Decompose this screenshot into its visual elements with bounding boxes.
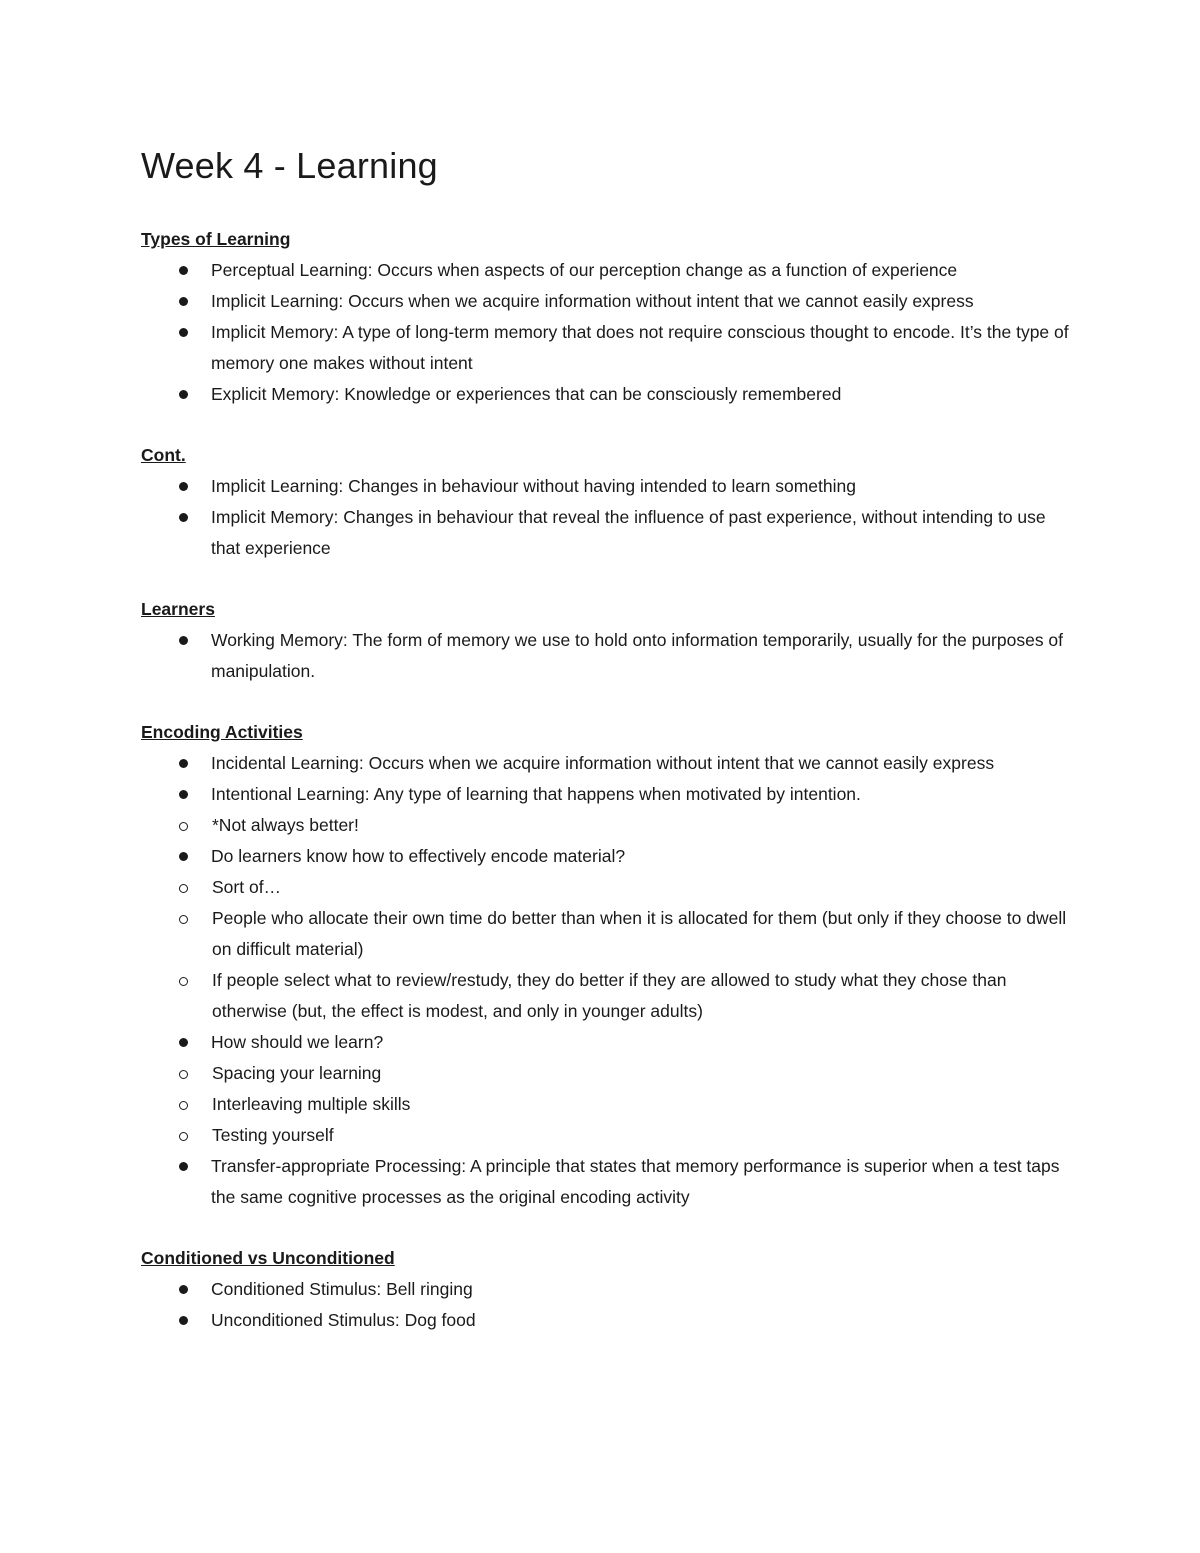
sub-list-item-text: Sort of… <box>212 877 282 897</box>
hollow-bullet-icon <box>179 822 188 831</box>
filled-bullet-icon <box>179 1162 188 1171</box>
list-item-text: Unconditioned Stimulus: Dog food <box>211 1310 476 1330</box>
bullet-list <box>141 748 1071 1213</box>
bullet-list <box>141 625 1071 687</box>
list-item <box>141 317 1071 379</box>
filled-bullet-icon <box>179 1285 188 1294</box>
list-item-text: How should we learn? <box>211 1032 384 1052</box>
section-heading: Encoding Activities <box>141 722 303 742</box>
list-item <box>141 1027 1071 1058</box>
filled-bullet-icon <box>179 1038 188 1047</box>
section-heading: Conditioned vs Unconditioned <box>141 1248 395 1268</box>
list-item-text: Implicit Memory: A type of long-term memory that does not require conscious thought to encode. It’s the type of memory one makes without intent <box>211 322 1069 373</box>
list-item <box>141 779 1071 810</box>
filled-bullet-icon <box>179 790 188 799</box>
section <box>141 717 1071 1213</box>
sub-list-item <box>141 810 1071 841</box>
list-item <box>141 1274 1071 1305</box>
sub-list-item <box>141 872 1071 903</box>
list-item-text: Transfer-appropriate Processing: A principle that states that memory performance is superior when a test taps the same cognitive processes as the original encoding activity <box>211 1156 1060 1207</box>
section <box>141 594 1071 687</box>
list-item-text: Working Memory: The form of memory we use to hold onto information temporarily, usually for the purposes of manipulation. <box>211 630 1064 681</box>
sub-bullet-list <box>141 1058 1071 1151</box>
section <box>141 1243 1071 1336</box>
list-item <box>141 1305 1071 1336</box>
list-item <box>141 255 1071 286</box>
list-item <box>141 471 1071 502</box>
hollow-bullet-icon <box>179 977 188 986</box>
hollow-bullet-icon <box>179 1070 188 1079</box>
filled-bullet-icon <box>179 1316 188 1325</box>
section-heading: Cont. <box>141 445 186 465</box>
list-item-text: Explicit Memory: Knowledge or experiences that can be consciously remembered <box>211 384 842 404</box>
bullet-list <box>141 255 1071 410</box>
sub-list-item <box>141 903 1071 965</box>
sub-list-item-text: *Not always better! <box>212 815 359 835</box>
bullet-list <box>141 1274 1071 1336</box>
filled-bullet-icon <box>179 636 188 645</box>
list-item-text: Implicit Learning: Changes in behaviour without having intended to learn something <box>211 476 856 496</box>
filled-bullet-icon <box>179 266 188 275</box>
filled-bullet-icon <box>179 328 188 337</box>
hollow-bullet-icon <box>179 1132 188 1141</box>
section-heading: Learners <box>141 599 215 619</box>
list-item-text: Perceptual Learning: Occurs when aspects of our perception change as a function of experience <box>211 260 958 280</box>
list-item-text: Implicit Memory: Changes in behaviour that reveal the influence of past experience, without intending to use that experience <box>211 507 1046 558</box>
list-item <box>141 625 1071 687</box>
filled-bullet-icon <box>179 297 188 306</box>
sub-bullet-list <box>141 872 1071 1027</box>
sub-list-item <box>141 1120 1071 1151</box>
list-item-text: Do learners know how to effectively encode material? <box>211 846 626 866</box>
sub-list-item-text: People who allocate their own time do better than when it is allocated for them (but only if they choose to dwell on difficult material) <box>212 908 1067 959</box>
section-heading: Types of Learning <box>141 229 291 249</box>
list-item <box>141 379 1071 410</box>
sub-bullet-list <box>141 810 1071 841</box>
section <box>141 224 1071 410</box>
sub-list-item <box>141 1058 1071 1089</box>
bullet-list <box>141 471 1071 564</box>
filled-bullet-icon <box>179 390 188 399</box>
list-item-text: Incidental Learning: Occurs when we acquire information without intent that we cannot easily express <box>211 753 995 773</box>
filled-bullet-icon <box>179 759 188 768</box>
filled-bullet-icon <box>179 513 188 522</box>
list-item <box>141 1151 1071 1213</box>
list-item <box>141 841 1071 872</box>
sub-list-item-text: If people select what to review/restudy, they do better if they are allowed to study what they chose than otherwise (but, the effect is modest, and only in younger adults) <box>212 970 1007 1021</box>
sub-list-item <box>141 965 1071 1027</box>
sub-list-item-text: Spacing your learning <box>212 1063 382 1083</box>
filled-bullet-icon <box>179 852 188 861</box>
page-title: Week 4 - Learning <box>141 145 438 186</box>
sub-list-item-text: Interleaving multiple skills <box>212 1094 411 1114</box>
hollow-bullet-icon <box>179 1101 188 1110</box>
sub-list-item <box>141 1089 1071 1120</box>
sub-list-item-text: Testing yourself <box>212 1125 334 1145</box>
hollow-bullet-icon <box>179 915 188 924</box>
list-item <box>141 748 1071 779</box>
list-item <box>141 286 1071 317</box>
section <box>141 440 1071 564</box>
list-item <box>141 502 1071 564</box>
list-item-text: Implicit Learning: Occurs when we acquire information without intent that we cannot easily express <box>211 291 974 311</box>
filled-bullet-icon <box>179 482 188 491</box>
document-body <box>141 224 1071 1366</box>
list-item-text: Intentional Learning: Any type of learning that happens when motivated by intention. <box>211 784 861 804</box>
list-item-text: Conditioned Stimulus: Bell ringing <box>211 1279 473 1299</box>
hollow-bullet-icon <box>179 884 188 893</box>
